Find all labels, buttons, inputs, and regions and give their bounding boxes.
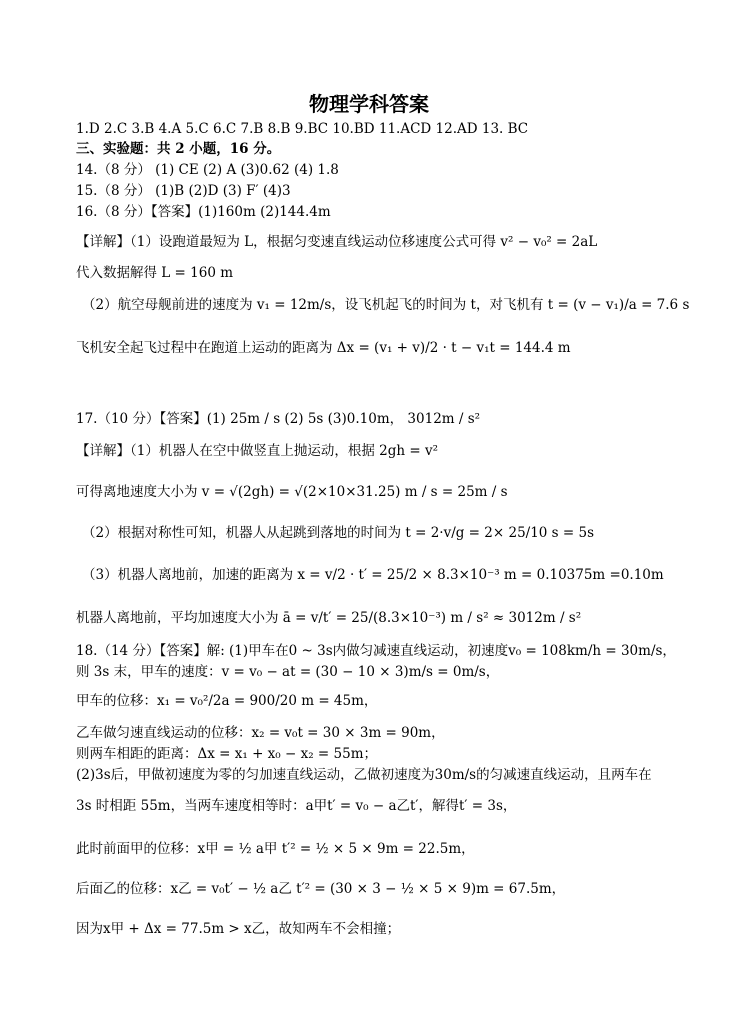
q17-detail-2: 可得离地速度大小为 v = √(2gh) = √(2×10×31.25) m / s = 25m / s — [76, 484, 508, 500]
q16-detail-2: 代入数据解得 L = 160 m — [76, 265, 234, 281]
q18-line-1: 18.（14 分）【答案】解: (1)甲车在0 ~ 3s内做匀减速直线运动，初速度v₀ = 108km/h = 30m/s， — [76, 643, 676, 659]
q16-detail-4: 飞机安全起飞过程中在跑道上运动的距离为 Δx = (v₁ + v)/2 · t − v₁t = 144.4 m — [76, 340, 571, 356]
q18-line-9: 后面乙的位移：x乙 = v₀t′ − ½ a乙 t′² = (30 × 3 − ½ × 5 × 9)m = 67.5m， — [76, 881, 566, 897]
q17-answer: 17.（10 分）【答案】(1) 25m / s (2) 5s (3)0.10m， 3012m / s² — [76, 411, 481, 427]
q18-line-7: 3s 时相距 55m，当两车速度相等时：a甲t′ = v₀ − a乙t′，解得t′ = 3s， — [76, 798, 517, 814]
q16-answer: 16.（8 分）【答案】(1)160m (2)144.4m — [76, 204, 331, 220]
q17-detail-5: 机器人离地前，平均加速度大小为 ā = v/t′ = 25/(8.3×10⁻³) m / s² ≈ 3012m / s² — [76, 610, 582, 626]
q17-detail-1: 【详解】（1）机器人在空中做竖直上抛运动，根据 2gh = v² — [76, 443, 438, 459]
q14-answer: 14.（8 分） (1) CE (2) A (3)0.62 (4) 1.8 — [76, 162, 339, 178]
q16-detail-1: 【详解】（1）设跑道最短为 L，根据匀变速直线运动位移速度公式可得 v² − v₀² = 2aL — [76, 234, 598, 250]
q18-line-3: 甲车的位移：x₁ = v₀²/2a = 900/20 m = 45m， — [76, 693, 378, 709]
mc-answers: 1.D 2.C 3.B 4.A 5.C 6.C 7.B 8.B 9.BC 10.BD 11.ACD 12.AD 13. BC — [76, 121, 529, 137]
q18-line-5: 则两车相距的距离：Δx = x₁ + x₀ − x₂ = 55m； — [76, 746, 377, 762]
q17-detail-4: （3）机器人离地前，加速的距离为 x = v/2 · t′ = 25/2 × 8.3×10⁻³ m = 0.10375m =0.10m — [82, 567, 664, 583]
q18-line-10: 因为x甲 + Δx = 77.5m > x乙，故知两车不会相撞； — [76, 921, 401, 937]
q18-line-4: 乙车做匀速直线运动的位移：x₂ = v₀t = 30 × 3m = 90m， — [76, 725, 445, 741]
q18-line-8: 此时前面甲的位移：x甲 = ½ a甲 t′² = ½ × 5 × 9m = 22.5m， — [76, 841, 475, 857]
q16-detail-3: （2）航空母舰前进的速度为 v₁ = 12m/s，设飞机起飞的时间为 t，对飞机有 t = (v − v₁)/a = 7.6 s — [82, 297, 690, 313]
q18-line-6: (2)3s后，甲做初速度为零的匀加速直线运动，乙做初速度为30m/s的匀减速直线运动，且两车在 — [76, 767, 652, 783]
q18-line-2: 则 3s 末，甲车的速度：v = v₀ − at = (30 − 10 × 3)m/s = 0m/s， — [76, 664, 500, 680]
q15-answer: 15.（8 分） (1)B (2)D (3) F′ (4)3 — [76, 183, 291, 199]
section-heading: 三、实验题：共 2 小题，16 分。 — [76, 141, 281, 157]
page-title: 物理学科答案 — [309, 92, 429, 116]
q17-detail-3: （2）根据对称性可知，机器人从起跳到落地的时间为 t = 2·v/g = 2× 25/10 s = 5s — [82, 525, 595, 541]
